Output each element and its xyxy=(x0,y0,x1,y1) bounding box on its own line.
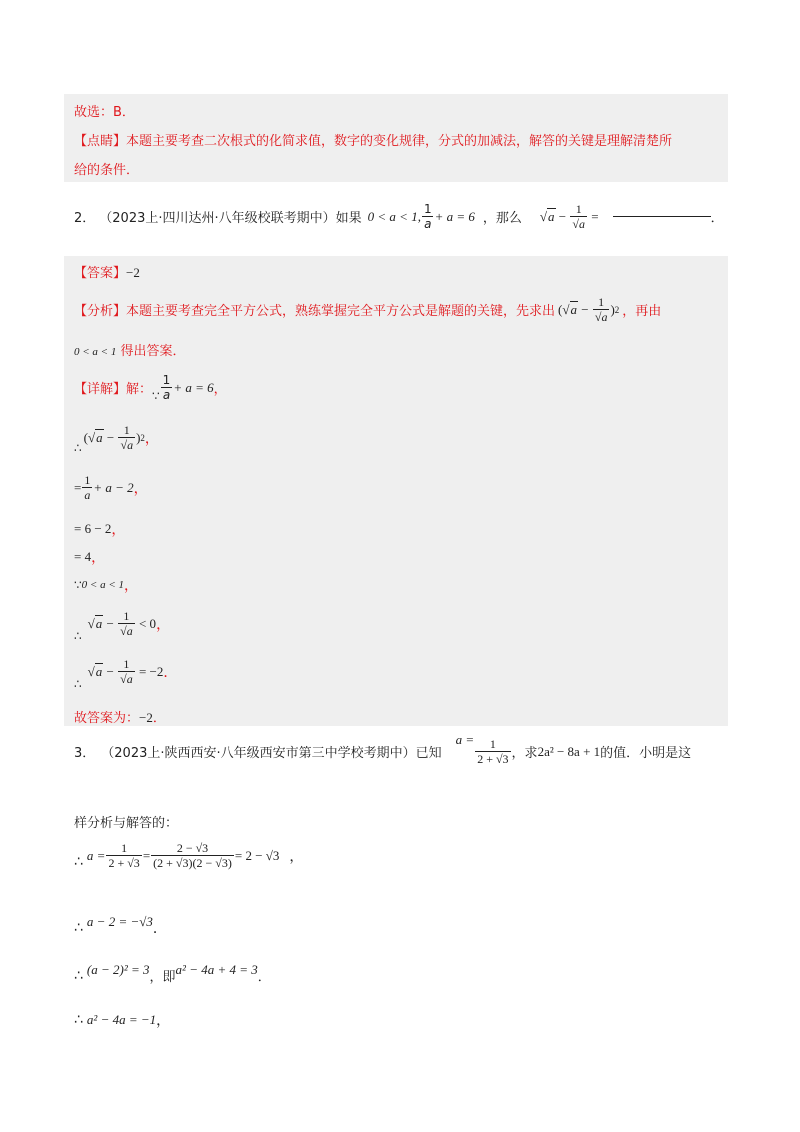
detail-frac-1-over-a-2: $\frac{1}{a}$ xyxy=(84,473,91,502)
final-text: 故答案为： xyxy=(74,711,140,726)
period: ． xyxy=(152,922,167,937)
therefore-icon: ∴ xyxy=(74,853,83,870)
detail-s1: + a = 6 xyxy=(173,379,214,395)
step2: a − 2 = −√3 xyxy=(86,914,153,929)
q3-step2 xyxy=(74,912,167,937)
q3-stem xyxy=(74,731,692,766)
q3-ask-expr: 2a² − 8a + 1 xyxy=(537,743,601,759)
q3-step3 xyxy=(74,960,271,985)
period: ． xyxy=(163,665,178,681)
therefore-icon: ∴ xyxy=(74,920,83,936)
q2-detail-line7 xyxy=(74,609,171,643)
q2-cond-right: + a = 6 xyxy=(434,208,475,224)
q2-analysis xyxy=(74,296,661,323)
step3-mid: ，即 xyxy=(149,970,176,985)
q2-detail-line6 xyxy=(74,575,138,595)
comment-text: 本题主要考查二次根式的化简求值，数字的变化规律，分式的加减法，解答的关键是理解清楚所 xyxy=(126,134,673,149)
detail-s4: = 6 − 2 xyxy=(74,521,112,536)
q2-solution-block xyxy=(64,256,728,726)
q2-stem xyxy=(74,203,724,230)
detail-frac-1-over-a: $\frac{1}{a}$ xyxy=(162,373,171,402)
step3a: (a − 2)² = 3 xyxy=(86,961,150,977)
detail-s2: ( √a − $\frac{1}{√a}$ ) 2 xyxy=(83,423,145,452)
q2-detail-line8 xyxy=(74,657,178,691)
q2-final xyxy=(74,707,166,726)
step4: a² − 4a = −1 xyxy=(86,1012,157,1027)
detail-s8: √a − $\frac{1}{√a}$ = −2 xyxy=(87,657,164,686)
q2-analysis-line2 xyxy=(74,340,186,359)
comma: ， xyxy=(289,849,304,865)
q3-ask-end: 的值．小明是这 xyxy=(600,746,692,761)
analysis-end: 得出答案． xyxy=(120,344,186,359)
step1-frac1: $\frac{1}{2 + √3}$ xyxy=(108,841,140,870)
comma: ， xyxy=(156,1014,171,1029)
final-end: ． xyxy=(152,711,166,726)
because-icon: ∵ xyxy=(74,578,82,592)
detail-s5: = 4 xyxy=(74,549,92,564)
q2-source: （2023上·四川达州·八年级校联考期中） xyxy=(99,211,336,226)
analysis-text: 本题主要考查完全平方公式，熟练掌握完全平方公式是解题的关键，先求出 xyxy=(126,304,556,319)
therefore-icon: ∴ xyxy=(74,967,83,984)
q2-detail-line1 xyxy=(74,374,227,401)
period: ． xyxy=(257,970,271,985)
detail-s7: √a − $\frac{1}{√a}$ < 0 xyxy=(87,609,157,638)
comma: ， xyxy=(133,481,148,497)
detail-s3: + a − 2 xyxy=(93,479,134,495)
step1-lhs: a = xyxy=(86,847,106,863)
analysis-then: ，再由 xyxy=(622,304,662,319)
because-icon: ∵ xyxy=(152,388,160,403)
step1-frac2: $\frac{2 - √3}{(2 + √3)(2 - √3)}$ xyxy=(153,841,232,870)
comma: ， xyxy=(91,551,106,566)
q3-known: 已知 xyxy=(415,746,442,761)
detail-tag: 【详解】 xyxy=(74,382,127,397)
answer-blank[interactable] xyxy=(613,216,711,217)
q2-detail-line3: = $\frac{1}{a}$ + a − 2 ， xyxy=(74,473,148,502)
answer-value: −2 xyxy=(126,265,140,280)
answer-tag: 【答案】 xyxy=(74,266,127,281)
q3-source: （2023上·陕西西安·八年级西安市第三中学校考期中） xyxy=(101,746,416,761)
analysis-expression: ( √a − $\frac{1}{√a}$ ) 2 xyxy=(558,295,620,324)
detail-s6: 0 < a < 1 xyxy=(81,579,124,591)
comma: ， xyxy=(213,382,227,397)
detail-solve: 解： xyxy=(126,382,153,397)
analysis-cond: 0 < a < 1 xyxy=(74,346,117,358)
therefore-icon: ∴ xyxy=(74,628,82,643)
q1-comment-line2: 给的条件． xyxy=(74,163,140,178)
q2-detail-line5 xyxy=(74,547,105,567)
q2-answer xyxy=(74,262,140,281)
q3-number: 3． xyxy=(74,746,96,761)
q2-if: 如果 xyxy=(335,211,362,226)
q2-expression: √a − $\frac{1}{√a}$ = xyxy=(539,202,599,231)
q2-detail-line2 xyxy=(74,423,159,455)
therefore-icon: ∴ xyxy=(74,676,82,691)
q3-a-eq: a = xyxy=(455,731,475,747)
step1-rhs: = 2 − √3 xyxy=(234,847,280,863)
final-value: −2 xyxy=(139,710,153,725)
q2-detail-line4 xyxy=(74,519,125,539)
q1-choice: 故选：B． xyxy=(74,105,135,120)
q3-step4 xyxy=(74,1010,170,1030)
q3-line2: 样分析与解答的： xyxy=(74,816,179,831)
comma: ， xyxy=(111,523,126,538)
q2-frac-1-over-a: $\frac{1}{a}$ xyxy=(423,202,432,231)
q2-then: ，那么 xyxy=(482,211,522,226)
therefore-icon: ∴ xyxy=(74,440,82,455)
comment-tag: 【点睛】 xyxy=(74,134,127,149)
q3-frac: $\frac{1}{2 + √3}$ xyxy=(477,737,509,766)
q3-step1: ∴ a = $\frac{1}{2 + √3}$ = $\frac{2 - √3}{(2 + √3)(2 - √3)}$ = 2 − √3 ， xyxy=(74,841,304,870)
q3-ask: ，求 xyxy=(511,746,538,761)
comma: ， xyxy=(144,431,159,447)
analysis-tag: 【分析】 xyxy=(74,304,127,319)
therefore-icon: ∴ xyxy=(74,1012,83,1028)
comma: ， xyxy=(124,579,138,594)
comma: ， xyxy=(156,617,171,633)
q2-cond-left: 0 < a < 1, xyxy=(367,208,421,224)
q1-comment-line1 xyxy=(74,130,672,149)
q2-number: 2． xyxy=(74,211,96,226)
step3b: a² − 4a + 4 = 3 xyxy=(175,961,258,977)
q2-end-mark: ． xyxy=(710,211,724,226)
